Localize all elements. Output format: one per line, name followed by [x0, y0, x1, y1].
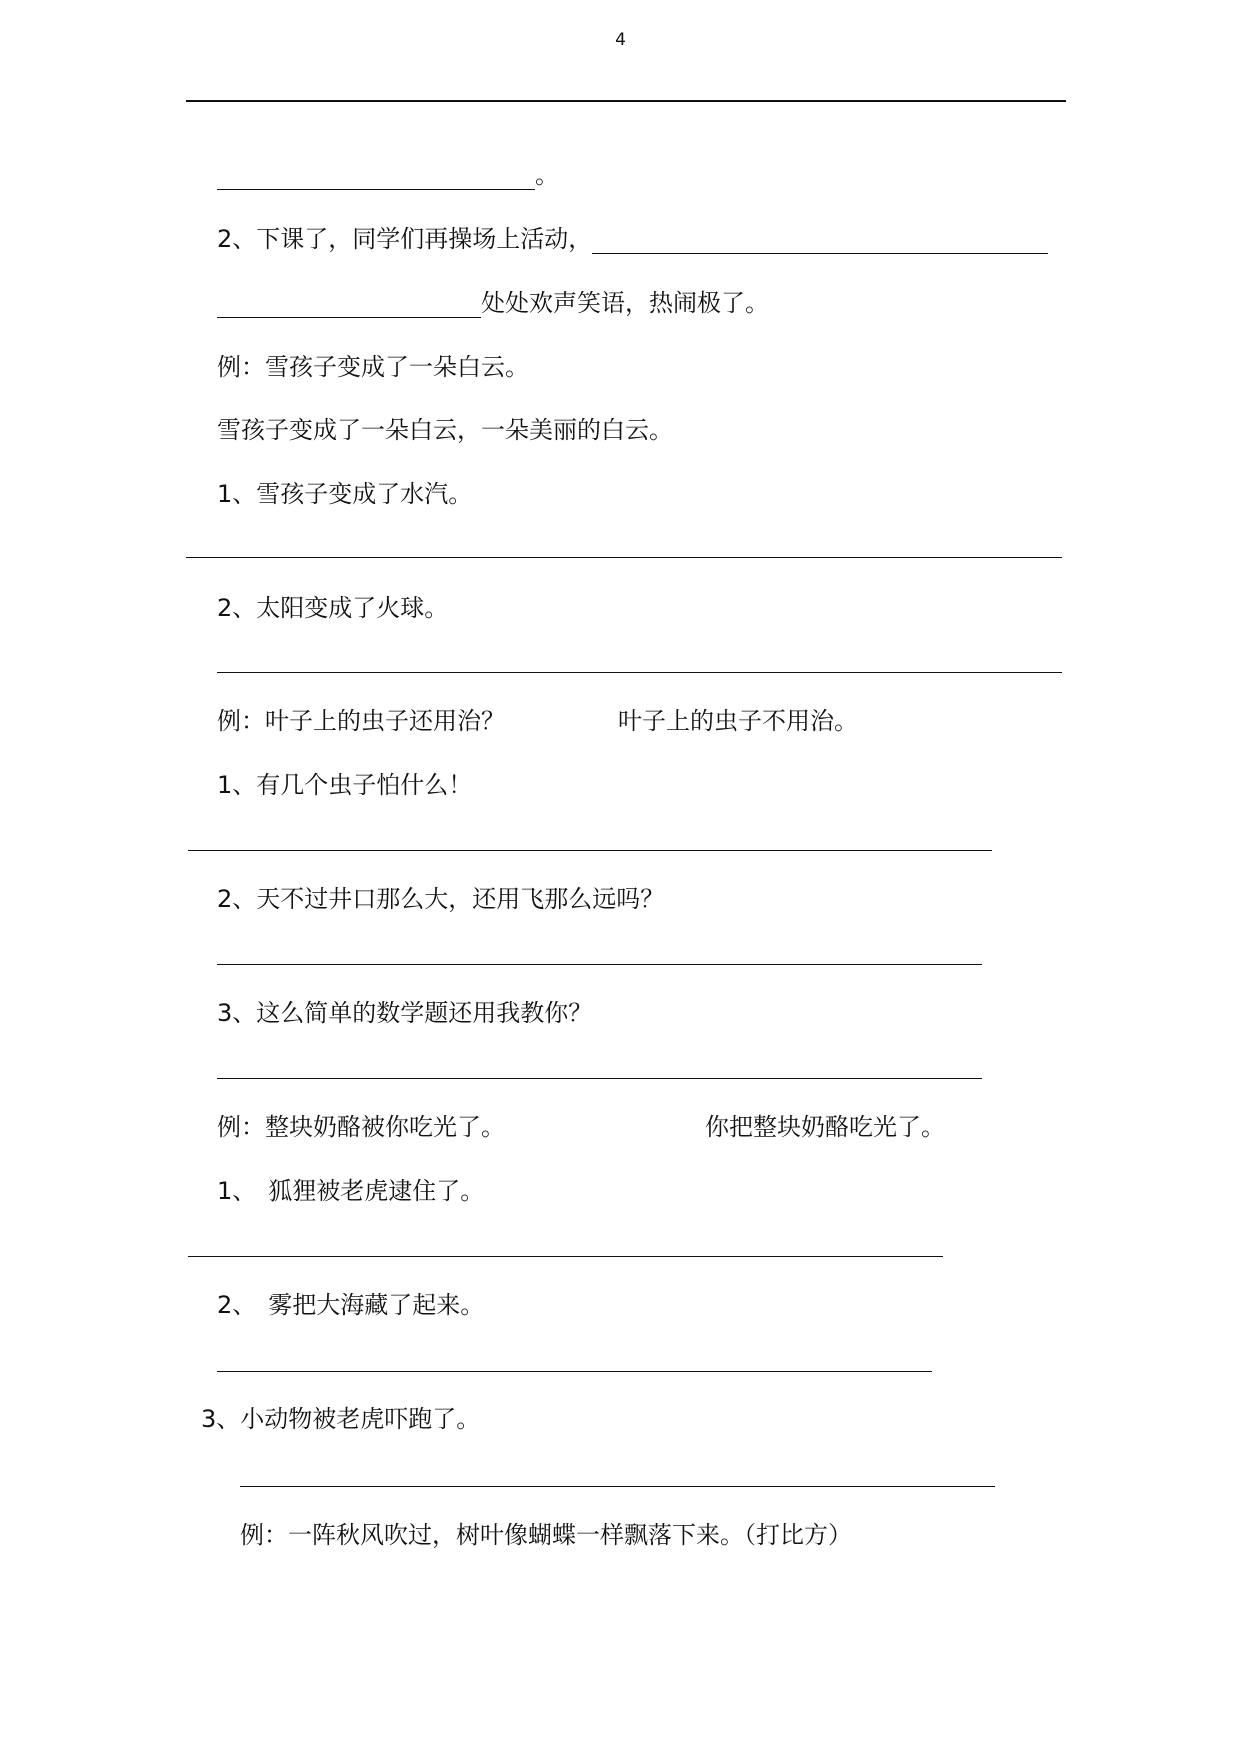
answer-line[interactable]	[186, 557, 1062, 558]
sentence-2-prefix: 2、下课了，同学们再操场上活动，	[217, 225, 593, 253]
question-2-3: 3、这么简单的数学题还用我教你？	[217, 999, 593, 1027]
question-3-1: 1、 狐狸被老虎逮住了。	[217, 1177, 485, 1205]
sentence-2-line	[217, 224, 1048, 254]
period-text: 。	[535, 161, 559, 189]
answer-line[interactable]	[188, 850, 992, 851]
answer-line[interactable]	[188, 1256, 943, 1257]
answer-line[interactable]	[240, 1486, 995, 1487]
question-2-1: 1、有几个虫子怕什么！	[217, 771, 473, 799]
example-4: 例：一阵秋风吹过，树叶像蝴蝶一样飘落下来。（打比方）	[240, 1521, 852, 1549]
example-3-question: 例：整块奶酪被你吃光了。	[217, 1113, 505, 1141]
answer-blank[interactable]	[592, 227, 1048, 254]
sentence-2-suffix: 处处欢声笑语，热闹极了。	[481, 289, 769, 317]
header-rule	[186, 100, 1066, 102]
question-1-2: 2、太阳变成了火球。	[217, 594, 449, 622]
answer-line[interactable]	[217, 1078, 982, 1079]
answer-line[interactable]	[217, 964, 982, 965]
example-2-question: 例：叶子上的虫子还用治？	[217, 707, 505, 735]
answer-line[interactable]	[217, 672, 1062, 673]
answer-line[interactable]	[217, 1371, 932, 1372]
answer-blank[interactable]	[217, 291, 481, 318]
sentence-2-continuation	[217, 288, 769, 318]
example-2-answer: 叶子上的虫子不用治。	[618, 707, 858, 735]
page-number: 4	[615, 30, 626, 50]
example-1-label: 例：雪孩子变成了一朵白云。	[217, 353, 529, 381]
example-3-answer: 你把整块奶酪吃光了。	[705, 1113, 945, 1141]
question-1-1: 1、雪孩子变成了水汽。	[217, 480, 473, 508]
blank-line-with-period	[217, 160, 559, 190]
question-3-2: 2、 雾把大海藏了起来。	[217, 1291, 485, 1319]
answer-blank[interactable]	[217, 163, 535, 190]
question-2-2: 2、天不过井口那么大，还用飞那么远吗？	[217, 885, 665, 913]
question-3-3: 3、小动物被老虎吓跑了。	[201, 1405, 481, 1433]
example-1-answer: 雪孩子变成了一朵白云，一朵美丽的白云。	[217, 416, 673, 444]
